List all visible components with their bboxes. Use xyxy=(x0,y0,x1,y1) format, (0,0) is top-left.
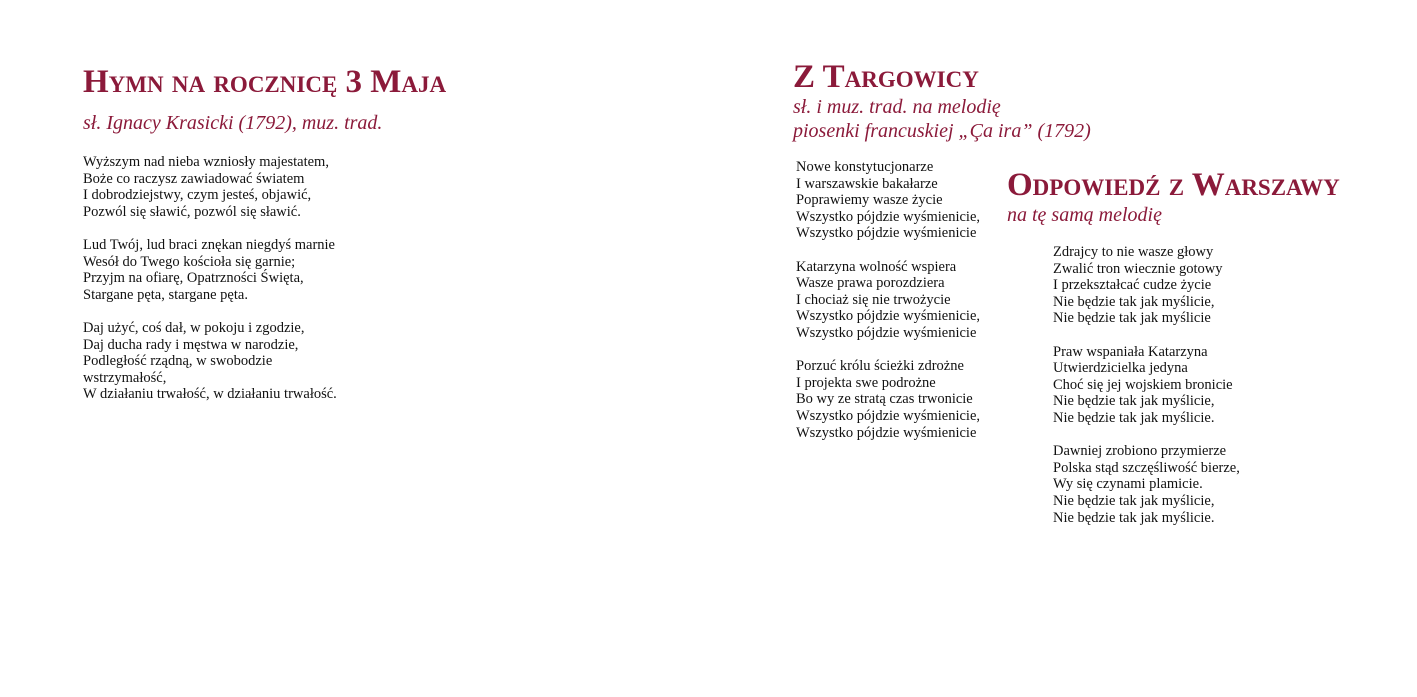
verse-line: Wasze prawa porozdziera xyxy=(796,275,945,292)
verse-line: Utwierdzicielka jedyna xyxy=(1053,360,1188,377)
poem-subtitle: sł. i muz. trad. na melodię xyxy=(793,96,1001,118)
verse-line: Stargane pęta, stargane pęta. xyxy=(83,286,248,303)
verse-line: Zwalić tron wiecznie gotowy xyxy=(1053,260,1223,277)
verse-line: Podległość rządną, w swobodzie xyxy=(83,353,273,370)
verse-line: Nie będzie tak jak myślicie, xyxy=(1053,293,1215,310)
verse-line: Nie będzie tak jak myślicie, xyxy=(1053,492,1215,509)
verse-line: Daj użyć, coś dał, w pokoju i zgodzie, xyxy=(83,319,305,336)
verse-line: Daj ducha rady i męstwa w narodzie, xyxy=(83,336,299,353)
verse-line: Wesół do Twego kościoła się garnie; xyxy=(83,253,296,270)
verse-line: Dawniej zrobiono przymierze xyxy=(1053,443,1227,460)
verse-line: Wszystko pójdzie wyśmienicie, xyxy=(796,208,981,225)
poem-title: Z Targowicy xyxy=(793,59,979,95)
verse-line: Praw wspaniała Katarzyna xyxy=(1053,343,1208,360)
verse-line: Wy się czynami plamicie. xyxy=(1053,476,1203,493)
verse-line: I przekształcać cudze życie xyxy=(1053,277,1212,294)
verse-line: Boże co raczysz zawiadować światem xyxy=(83,170,305,187)
poem-body xyxy=(83,154,446,403)
verse-line: Wszystko pójdzie wyśmienicie, xyxy=(796,308,981,325)
verse-line: W działaniu trwałość, w działaniu trwałość. xyxy=(83,386,337,403)
stanza xyxy=(83,154,446,220)
poem-subtitle: piosenki francuskiej „Ça ira” (1792) xyxy=(793,120,1091,142)
poem-subtitle: sł. Ignacy Krasicki (1792), muz. trad. xyxy=(83,112,383,134)
verse-line: Bo wy ze stratą czas trwonicie xyxy=(796,391,973,408)
verse-line: Choć się jej wojskiem bronicie xyxy=(1053,376,1233,393)
verse-line: Wszystko pójdzie wyśmienicie xyxy=(796,324,977,341)
verse-line: Poprawiemy wasze życie xyxy=(796,192,943,209)
verse-line: Zdrajcy to nie wasze głowy xyxy=(1053,244,1214,260)
verse-line: Wszystko pójdzie wyśmienicie, xyxy=(796,407,981,424)
verse-line: Wszystko pójdzie wyśmienicie xyxy=(796,225,977,242)
verse-line: I warszawskie bakałarze xyxy=(796,175,938,192)
verse-line: Wyższym nad nieba wzniosły majestatem, xyxy=(83,154,329,170)
stanza xyxy=(1053,344,1340,427)
verse-line: I projekta swe podrożne xyxy=(796,374,936,391)
verse-line: Nie będzie tak jak myślicie. xyxy=(1053,509,1215,526)
poem-body xyxy=(1053,244,1340,526)
stanza xyxy=(1053,443,1340,526)
verse-line: I chociaż się nie trwożycie xyxy=(796,291,951,308)
stanza xyxy=(83,237,446,303)
verse-line: wstrzymałość, xyxy=(83,369,167,386)
verse-line: Pozwól się sławić, pozwól się sławić. xyxy=(83,203,301,220)
verse-line: Porzuć królu ścieżki zdrożne xyxy=(796,358,964,375)
poem-hymn xyxy=(83,64,446,420)
poem-subtitle: na tę samą melodię xyxy=(1007,204,1162,226)
verse-line: Przyjm na ofiarę, Opatrzności Święta, xyxy=(83,270,304,287)
verse-line: Katarzyna wolność wspiera xyxy=(796,258,957,275)
verse-line: Nie będzie tak jak myślicie, xyxy=(1053,393,1215,410)
verse-line: Nowe konstytucjonarze xyxy=(796,159,934,175)
verse-line: Wszystko pójdzie wyśmienicie xyxy=(796,424,977,441)
verse-line: Nie będzie tak jak myślicie. xyxy=(1053,409,1215,426)
stanza xyxy=(1053,244,1340,327)
verse-line: I dobrodziejstwy, czym jesteś, objawić, xyxy=(83,187,312,204)
poem-odpowiedz xyxy=(1007,167,1340,543)
poem-title: Hymn na rocznicę 3 Maja xyxy=(83,64,447,100)
stanza xyxy=(83,320,446,403)
verse-line: Polska stąd szczęśliwość bierze, xyxy=(1053,459,1240,476)
poem-title: Odpowiedź z Warszawy xyxy=(1007,167,1340,203)
verse-line: Lud Twój, lud braci znękan niegdyś marnie xyxy=(83,236,335,253)
verse-line: Nie będzie tak jak myślicie xyxy=(1053,310,1211,327)
